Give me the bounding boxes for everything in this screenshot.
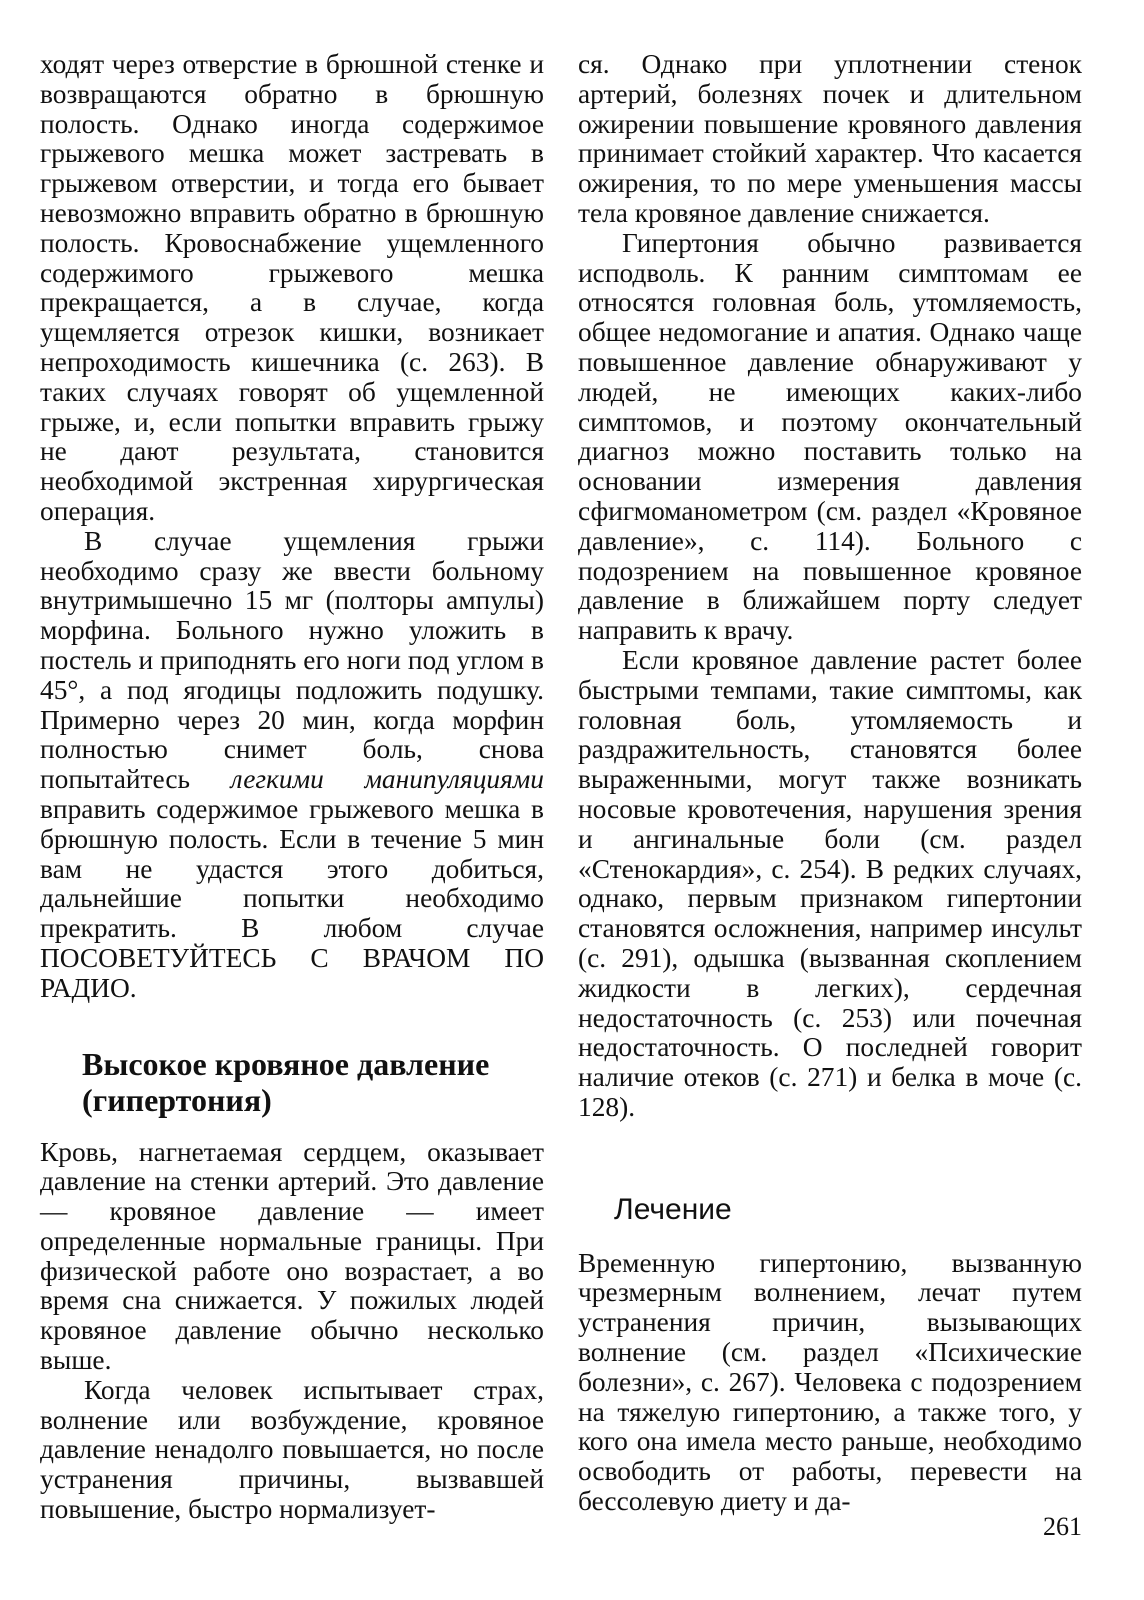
section-title-line: (гипертония) [82,1081,272,1118]
section-title-line: Высокое кровяное давление [82,1045,490,1082]
paragraph-hernia-continued: ходят через отверстие в брюшной стенке и возвращаются обратно в брюшную полость. Однако иногда содержимое грыжевого мешка может застревать в грыжевом отверстии, и тогда его бывает невозможно вправить обратно в брюшную полость. Кровоснабжение ущемленного содержимого грыжевого мешка прекращается, а в случае, когда ущемляется отрезок кишки, возникает непроходимость кишечника (с. 263). В таких случаях говорят об ущемленной грыже, и, если попытки вправить грыжу не дают результата, становится необходимой экстренная хирургическая операция. [40,49,544,526]
paragraph-temporary-rise: Когда человек испытывает страх, волнение или возбуждение, кровяное давление ненадолго повышается, но после устранения причины, вызвавшей повышение, быстро нормализует- [40,1374,544,1525]
text-run: В случае ущемления грыжи необходимо сразу же ввести больному внутримышечно 15 мг (полторы ампулы) морфина. Больного нужно уложить в постель и приподнять его ноги под углом в 45°, а под ягодицы подложить подушку. Примерно через 20 мин, когда морфин полностью снимет боль, снова попытайтесь [40,525,544,795]
subsection-title-treatment: Лечение [614,1192,732,1226]
paragraph-complications: Если кровяное давление растет более быстрыми темпами, такие симптомы, как головная боль, утомляемость и раздражительность, становятся более выраженными, могут также возникать носовые кровотечения, нарушения зрения и ангинальные боли (см. раздел «Стенокардия», с. 254). В редких случаях, однако, первым признаком гипертонии становятся осложнения, например инсульт (с. 291), одышка (вызванная скоплением жидкости в легких), сердечная недостаточность (с. 253) или почечная недостаточность. О последней говорит наличие отеков (с. 271) и белка в моче (с. 128). [578,644,1082,1122]
paragraph-hernia-treatment [40,527,544,1004]
page-number: 261 [1043,1512,1082,1541]
italic-emphasis: легкими манипуляциями [230,764,544,795]
paragraph-blood-pressure-intro: Кровь, нагнетаемая сердцем, оказывает давление на стенки артерий. Это давление — кровяное давление — имеет определенные нормальные границы. При физической работе оно возрастает, а во время сна снижается. У пожилых людей кровяное давление обычно несколько выше. [40,1136,544,1376]
left-column [40,50,544,1525]
section-title-hypertension [82,1046,544,1118]
text-run: вправить содержимое грыжевого мешка в брюшную полость. Если в течение 5 мин вам не удастся этого добиться, дальнейшие попытки необходимо прекратить. В любом случае ПОСОВЕТУЙТЕСЬ С ВРАЧОМ ПО РАДИО. [40,793,544,1003]
right-column [578,50,1082,1517]
paragraph-treatment: Временную гипертонию, вызванную чрезмерным волнением, лечат путем устранения причин, вызывающих волнение (см. раздел «Психические болезни», с. 267). Человека с подозрением на тяжелую гипертонию, а также того, у кого она имела место раньше, необходимо освободить от работы, перевести на бессолевую диету и да- [578,1247,1082,1517]
paragraph-persistent-rise: ся. Однако при уплотнении стенок артерий, болезнях почек и длительном ожирении повышение кровяного давления принимает стойкий характер. Что касается ожирения, то по мере уменьшения массы тела кровяное давление снижается. [578,49,1082,228]
paragraph-symptoms: Гипертония обычно развивается исподволь. К ранним симптомам ее относятся головная боль, утомляемость, общее недомогание и апатия. Однако чаще повышенное давление обнаруживают у людей, не имеющих каких-либо симптомов, и поэтому окончательный диагноз можно поставить только на основании измерения давления сфигмоманометром (см. раздел «Кровяное давление», с. 114). Больного с подозрением на повышенное кровяное давление в ближайшем порту следует направить к врачу. [578,227,1082,646]
